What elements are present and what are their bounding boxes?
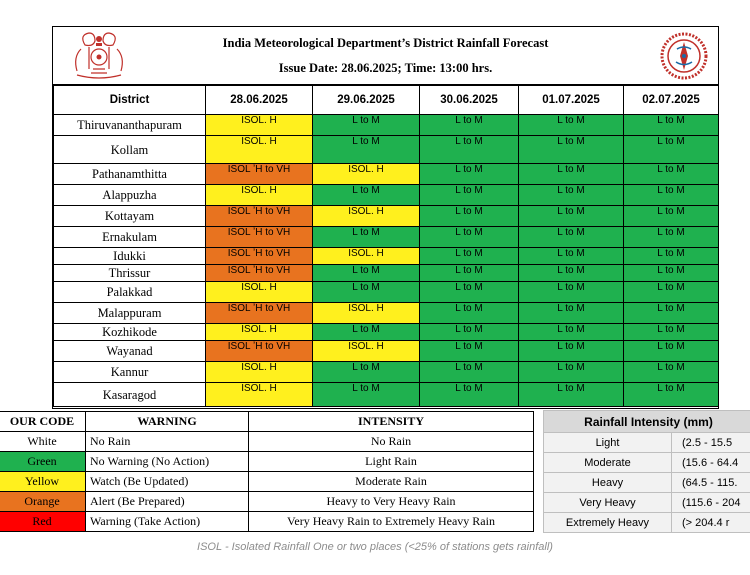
legend-color-code: Yellow: [0, 472, 86, 492]
forecast-cell: ISOL. H: [313, 303, 420, 324]
legend-header-warning: WARNING: [86, 412, 249, 432]
forecast-row: [54, 282, 719, 303]
forecast-cell: L to M: [420, 227, 519, 248]
forecast-cell: L to M: [624, 282, 719, 303]
legend-row: [0, 452, 534, 472]
intensity-row: [544, 473, 750, 493]
forecast-cell: ISOL. H: [206, 185, 313, 206]
column-header-day2: 29.06.2025: [313, 86, 420, 115]
forecast-cell: L to M: [624, 324, 719, 341]
intensity-row: [544, 453, 750, 473]
forecast-row: [54, 227, 719, 248]
legend-warning: Alert (Be Prepared): [86, 492, 249, 512]
forecast-cell: L to M: [420, 164, 519, 185]
column-header-day3: 30.06.2025: [420, 86, 519, 115]
legend-intensity: Very Heavy Rain to Extremely Heavy Rain: [249, 512, 534, 532]
column-header-district: District: [54, 86, 206, 115]
forecast-cell: L to M: [624, 341, 719, 362]
forecast-cell: L to M: [624, 303, 719, 324]
forecast-row: [54, 206, 719, 227]
legend-row: [0, 432, 534, 452]
legend-warning: Watch (Be Updated): [86, 472, 249, 492]
forecast-cell: ISOL. H: [313, 164, 420, 185]
forecast-row: [54, 341, 719, 362]
forecast-cell: ISOL. H: [313, 341, 420, 362]
forecast-cell: ISOL. H: [206, 282, 313, 303]
district-name: Kollam: [54, 136, 206, 164]
forecast-cell: L to M: [420, 341, 519, 362]
forecast-cell: ISOL ʼH to VH: [206, 341, 313, 362]
legend-color-code: Orange: [0, 492, 86, 512]
forecast-cell: L to M: [519, 115, 624, 136]
forecast-row: [54, 185, 719, 206]
forecast-cell: L to M: [624, 265, 719, 282]
district-name: Thrissur: [54, 265, 206, 282]
forecast-cell: ISOL ʼH to VH: [206, 248, 313, 265]
color-code-legend: [0, 411, 534, 532]
forecast-cell: L to M: [420, 383, 519, 407]
district-name: Wayanad: [54, 341, 206, 362]
issue-date: Issue Date: 28.06.2025; Time: 13:00 hrs.: [278, 61, 493, 75]
forecast-cell: L to M: [519, 341, 624, 362]
district-name: Malappuram: [54, 303, 206, 324]
legend-color-code: Red: [0, 512, 86, 532]
forecast-cell: L to M: [420, 206, 519, 227]
forecast-cell: ISOL. H: [206, 383, 313, 407]
legend-warning: No Rain: [86, 432, 249, 452]
legend-intensity: No Rain: [249, 432, 534, 452]
forecast-row: [54, 303, 719, 324]
forecast-cell: L to M: [624, 115, 719, 136]
column-header-day4: 01.07.2025: [519, 86, 624, 115]
intensity-label: Moderate: [544, 453, 672, 473]
report-header: [53, 27, 718, 85]
forecast-row: [54, 164, 719, 185]
forecast-cell: L to M: [313, 282, 420, 303]
forecast-cell: L to M: [420, 136, 519, 164]
district-name: Kozhikode: [54, 324, 206, 341]
forecast-row: [54, 115, 719, 136]
forecast-cell: L to M: [519, 206, 624, 227]
forecast-cell: L to M: [519, 248, 624, 265]
forecast-cell: ISOL ʼH to VH: [206, 206, 313, 227]
forecast-cell: L to M: [519, 303, 624, 324]
forecast-row: [54, 362, 719, 383]
intensity-label: Very Heavy: [544, 493, 672, 513]
forecast-cell: ISOL. H: [206, 136, 313, 164]
forecast-cell: L to M: [313, 115, 420, 136]
legend-intensity: Light Rain: [249, 452, 534, 472]
forecast-cell: L to M: [313, 136, 420, 164]
forecast-cell: L to M: [313, 185, 420, 206]
forecast-cell: L to M: [624, 383, 719, 407]
column-header-day5: 02.07.2025: [624, 86, 719, 115]
legend-row: [0, 492, 534, 512]
district-name: Kottayam: [54, 206, 206, 227]
forecast-row: [54, 136, 719, 164]
footnote: ISOL - Isolated Rainfall One or two places (<25% of stations gets rainfall): [197, 541, 553, 553]
district-name: Ernakulam: [54, 227, 206, 248]
forecast-cell: ISOL ʼH to VH: [206, 303, 313, 324]
forecast-cell: L to M: [624, 164, 719, 185]
forecast-cell: ISOL. H: [206, 115, 313, 136]
forecast-row: [54, 383, 719, 407]
forecast-cell: L to M: [420, 185, 519, 206]
intensity-row: [544, 493, 750, 513]
intensity-label: Extremely Heavy: [544, 513, 672, 533]
forecast-cell: L to M: [313, 227, 420, 248]
forecast-cell: L to M: [624, 362, 719, 383]
forecast-cell: L to M: [313, 324, 420, 341]
district-name: Alappuzha: [54, 185, 206, 206]
forecast-cell: L to M: [519, 383, 624, 407]
district-name: Idukki: [54, 248, 206, 265]
forecast-header-row: [54, 86, 719, 115]
intensity-range: (115.6 - 204: [672, 493, 750, 513]
intensity-range: (15.6 - 64.4: [672, 453, 750, 473]
district-name: Kannur: [54, 362, 206, 383]
forecast-cell: L to M: [624, 248, 719, 265]
intensity-label: Light: [544, 433, 672, 453]
forecast-cell: L to M: [624, 136, 719, 164]
forecast-cell: L to M: [519, 282, 624, 303]
district-name: Palakkad: [54, 282, 206, 303]
forecast-cell: L to M: [420, 265, 519, 282]
legend-warning: Warning (Take Action): [86, 512, 249, 532]
forecast-cell: L to M: [624, 206, 719, 227]
forecast-row: [54, 265, 719, 282]
forecast-cell: L to M: [420, 282, 519, 303]
forecast-cell: L to M: [519, 324, 624, 341]
district-name: Thiruvananthapuram: [54, 115, 206, 136]
legend-color-code: White: [0, 432, 86, 452]
intensity-header: Rainfall Intensity (mm): [544, 411, 750, 433]
forecast-cell: L to M: [519, 265, 624, 282]
forecast-cell: ISOL. H: [313, 206, 420, 227]
forecast-cell: ISOL ʼH to VH: [206, 265, 313, 282]
forecast-cell: L to M: [420, 115, 519, 136]
intensity-row: [544, 513, 750, 533]
legend-header-code: OUR CODE: [0, 412, 86, 432]
forecast-cell: L to M: [519, 362, 624, 383]
intensity-range: (> 204.4 r: [672, 513, 750, 533]
legend-intensity: Moderate Rain: [249, 472, 534, 492]
report-title: India Meteorological Department’s District Rainfall Forecast: [222, 36, 549, 50]
intensity-range: (2.5 - 15.5: [672, 433, 750, 453]
imd-logo-icon: [659, 31, 709, 81]
forecast-cell: L to M: [519, 164, 624, 185]
forecast-cell: L to M: [313, 265, 420, 282]
district-name: Kasaragod: [54, 383, 206, 407]
forecast-cell: L to M: [420, 362, 519, 383]
intensity-label: Heavy: [544, 473, 672, 493]
rainfall-intensity-table: [543, 410, 750, 533]
forecast-cell: L to M: [519, 185, 624, 206]
column-header-day1: 28.06.2025: [206, 86, 313, 115]
intensity-header-row: [544, 411, 750, 433]
intensity-row: [544, 433, 750, 453]
forecast-cell: L to M: [519, 227, 624, 248]
legend-row: [0, 472, 534, 492]
legend-row: [0, 512, 534, 532]
legend-color-code: Green: [0, 452, 86, 472]
forecast-cell: L to M: [624, 185, 719, 206]
forecast-cell: L to M: [420, 248, 519, 265]
forecast-row: [54, 248, 719, 265]
forecast-row: [54, 324, 719, 341]
forecast-cell: ISOL ʼH to VH: [206, 227, 313, 248]
forecast-cell: ISOL. H: [313, 248, 420, 265]
legend-intensity: Heavy to Very Heavy Rain: [249, 492, 534, 512]
forecast-cell: L to M: [313, 362, 420, 383]
district-name: Pathanamthitta: [54, 164, 206, 185]
forecast-cell: ISOL. H: [206, 362, 313, 383]
forecast-cell: L to M: [420, 324, 519, 341]
intensity-range: (64.5 - 115.: [672, 473, 750, 493]
legend-header-intensity: INTENSITY: [249, 412, 534, 432]
forecast-cell: L to M: [313, 383, 420, 407]
legend-warning: No Warning (No Action): [86, 452, 249, 472]
forecast-cell: ISOL ʼH to VH: [206, 164, 313, 185]
forecast-cell: L to M: [420, 303, 519, 324]
forecast-cell: L to M: [624, 227, 719, 248]
forecast-frame: [52, 26, 719, 409]
forecast-cell: L to M: [519, 136, 624, 164]
legend-header-row: [0, 412, 534, 432]
forecast-cell: ISOL. H: [206, 324, 313, 341]
forecast-table: [53, 85, 719, 407]
